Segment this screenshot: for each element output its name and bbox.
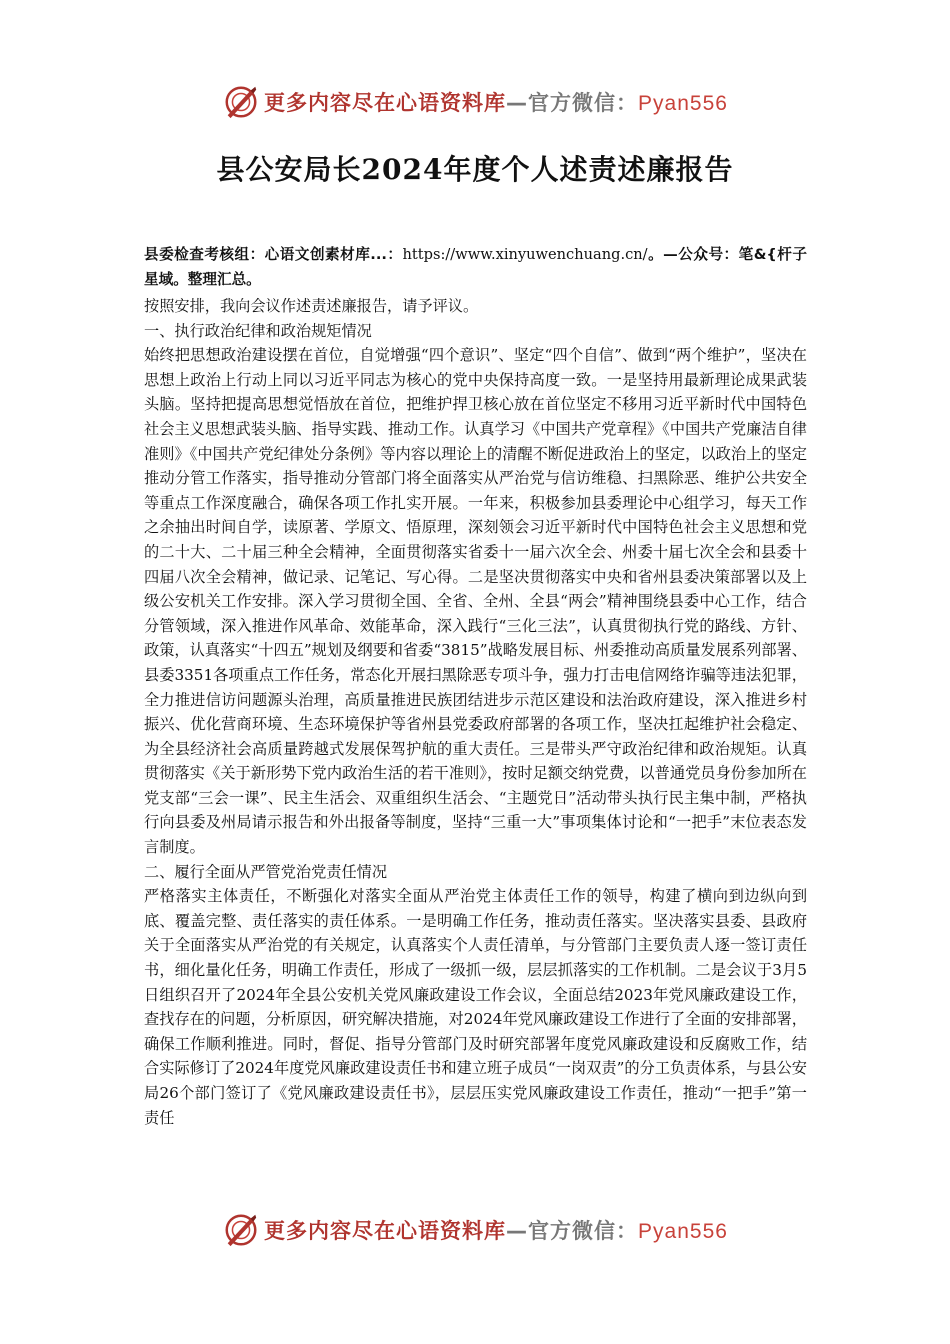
source-line: 县委检查考核组：心语文创素材库...：https://www.xinyuwenchuang.cn/。—公众号：笔&{杆子星域。整理汇总。 bbox=[144, 246, 807, 288]
pen-logo-icon bbox=[222, 1211, 260, 1249]
footer-watermark-banner bbox=[0, 1208, 950, 1252]
pen-logo-icon bbox=[222, 83, 260, 121]
document-title: 县公安局长2024年度个人述责述廉报告 bbox=[216, 153, 734, 186]
paragraph-section-2: 严格落实主体责任，不断强化对落实全面从严治党主体责任工作的领导，构建了横向到边纵向到底、覆盖完整、责任落实的责任体系。一是明确工作任务，推动责任落实。坚决落实县委、县政府关于全面落实从严治党的有关规定，认真落实个人责任清单，与分管部门主要负责人逐一签订责任书，细化量化任务，明确工作责任，形成了一级抓一级，层层抓落实的工作机制。二是会议于3月5日组织召开了2024年全县公安机关党风廉政建设工作会议，全面总结2023年党风廉政建设工作，查找存在的问题，分析原因，研究解决措施，对2024年党风廉政建设工作进行了全面的安排部署，确保工作顺利推进。同时，督促、指导分管部门及时研究部署年度党风廉政建设和反腐败工作，结合实际修订了2024年度党风廉政建设责任书和建立班子成员“一岗双责”的分工负责体系，与县公安局26个部门签订了《党风廉政建设责任书》，层层压实党风廉政建设工作责任，推动“一把手”第一责任 bbox=[144, 887, 807, 1127]
watermark-text: 更多内容尽在心语资料库—官方微信：Pyan556 bbox=[264, 1219, 728, 1243]
section-heading-2: 二、履行全面从严管党治党责任情况 bbox=[144, 862, 387, 881]
header-watermark-banner bbox=[0, 80, 950, 124]
paragraph-section-1: 始终把思想政治建设摆在首位，自觉增强“四个意识”、坚定“四个自信”、做到“两个维护”，坚决在思想上政治上行动上同以习近平同志为核心的党中央保持高度一致。一是坚持用最新理论成果武装头脑。坚持把提高思想觉悟放在首位，把维护捍卫核心放在首位坚定不移用习近平新时代中国特色社会主义思想武装头脑、指导实践、推动工作。认真学习《中国共产党章程》《中国共产党廉洁自律准则》《中国共产党纪律处分条例》等内容以理论上的清醒不断促进政治上的坚定，以政治上的坚定推动分管工作落实，指导推动分管部门将全面落实从严治党与信访维稳、扫黑除恶、维护公共安全等重点工作深度融合，确保各项工作扎实开展。一年来，积极参加县委理论中心组学习，每天工作之余抽出时间自学，读原著、学原文、悟原理，深刻领会习近平新时代中国特色社会主义思想和党的二十大、二十届三种全会精神，全面贯彻落实省委十一届六次全会、州委十届七次全会和县委十四届八次全会精神，做记录、记笔记、写心得。二是坚决贯彻落实中央和省州县委决策部署以及上级公安机关工作安排。深入学习贯彻全国、全省、全州、全县“两会”精神围绕县委中心工作，结合分管领域，深入推进作风革命、效能革命，深入践行“三化三法”，认真贯彻执行党的路线、方针、政策，认真落实“十四五”规划及纲要和省委“3815”战略发展目标、州委推动高质量发展系列部署、县委3351各项重点工作任务，常态化开展扫黑除恶专项斗争，强力打击电信网络诈骗等违法犯罪，全力推进信访问题源头治理，高质量推进民族团结进步示范区建设和法治政府建设，深入推进乡村振兴、优化营商环境、生态环境保护等省州县党委政府部署的各项工作，坚决扛起维护社会稳定、为全县经济社会高质量跨越式发展保驾护航的重大责任。三是带头严守政治纪律和政治规矩。认真贯彻落实《关于新形势下党内政治生活的若干准则》，按时足额交纳党费，以普通党员身份参加所在党支部“三会一课”、民主生活会、双重组织生活会、“主题党日”活动带头执行民主集中制，严格执行向县委及州局请示报告和外出报备等制度，坚持“三重一大”事项集体讨论和“一把手”末位表态发言制度。 bbox=[144, 346, 807, 857]
section-heading-1: 一、执行政治纪律和政治规矩情况 bbox=[144, 321, 372, 340]
paragraph-intro: 按照安排，我向会议作述责述廉报告，请予评议。 bbox=[144, 297, 479, 315]
watermark-text: 更多内容尽在心语资料库—官方微信：Pyan556 bbox=[264, 91, 728, 115]
document-body bbox=[144, 242, 807, 1130]
source-url-link[interactable]: https://www.xinyuwenchuang.cn/ bbox=[402, 246, 648, 263]
